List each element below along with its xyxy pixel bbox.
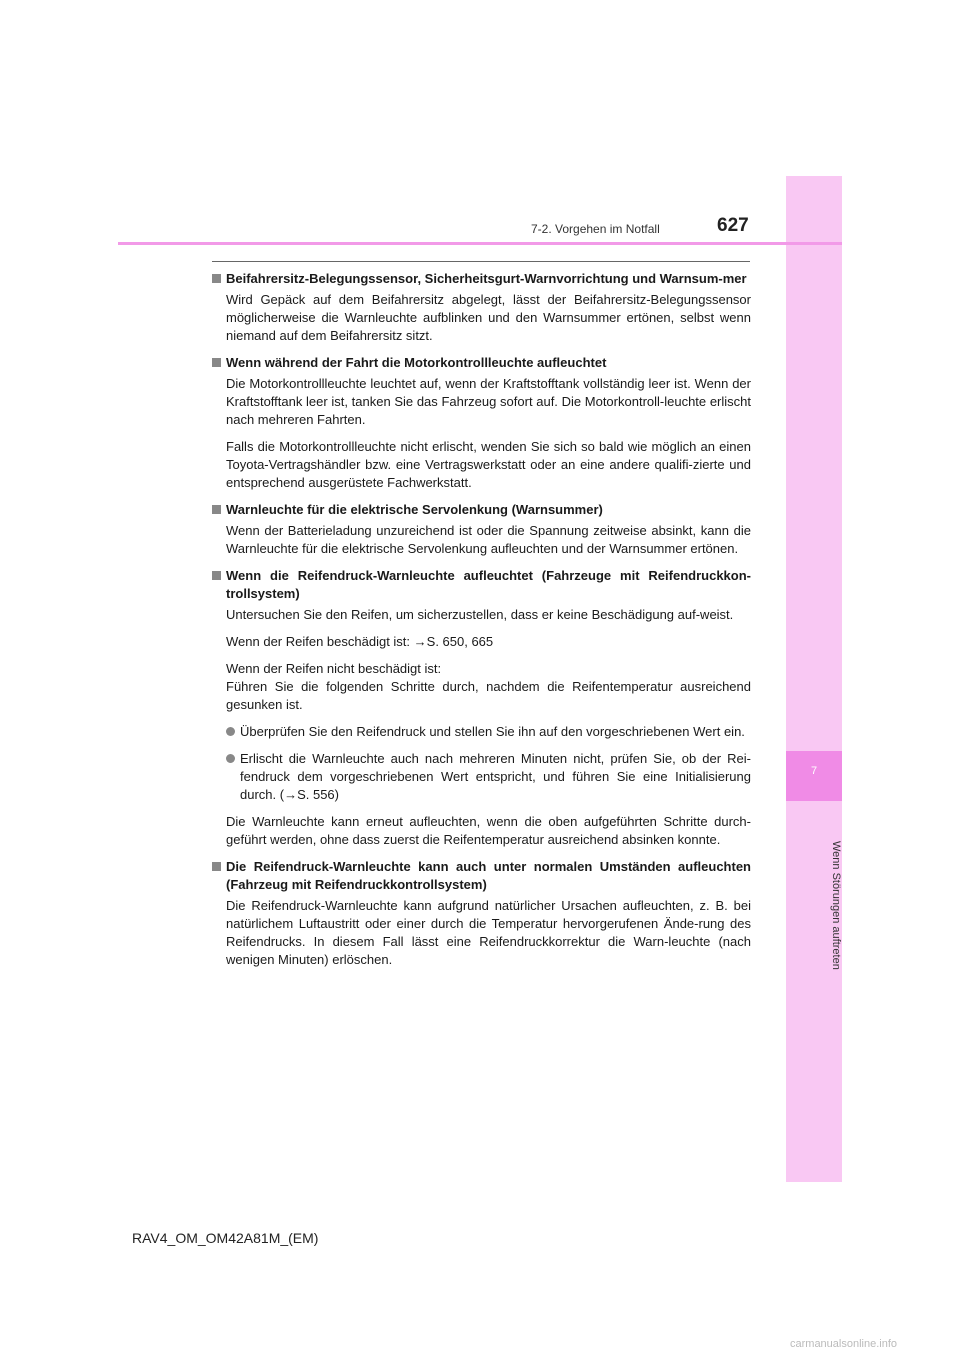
chapter-number: 7 [810, 765, 818, 777]
heading-text: Warnleuchte für die elektrische Servolenkung (Warnsummer) [226, 502, 603, 517]
paragraph-line: Wenn der Reifen nicht beschädigt ist: [226, 661, 442, 676]
page-number: 627 [717, 215, 749, 236]
document-code: RAV4_OM_OM42A81M_(EM) [132, 1230, 319, 1246]
paragraph: Untersuchen Sie den Reifen, um sicherzustellen, dass er keine Beschädigung auf-weist. [226, 607, 734, 622]
section-heading [212, 567, 751, 603]
heading-text: Wenn die Reifendruck-Warnleuchte aufleuchtet (Fahrzeuge mit Reifendruckkon-trollsystem) [226, 568, 751, 601]
page-reference[interactable]: Wenn der Reifen beschädigt ist: →S. 650, 665 [226, 634, 494, 649]
content-top-rule [212, 261, 750, 262]
list-item-text: Erlischt die Warnleuchte auch nach mehreren Minuten nicht, prüfen Sie, ob der Rei-fendruck dem vorgeschriebenen Wert entspricht, und führen Sie eine Initialisierung durch. (→S. 556) [240, 751, 751, 802]
square-bullet-icon [212, 274, 221, 283]
header-divider [118, 242, 842, 245]
section-heading [212, 501, 751, 519]
section-heading [212, 858, 751, 894]
section-heading [212, 270, 751, 288]
list-item [212, 750, 751, 804]
heading-text: Die Reifendruck-Warnleuchte kann auch unter normalen Umständen aufleuchten (Fahrzeug mit Reifendruckkontrollsystem) [226, 859, 751, 892]
square-bullet-icon [212, 505, 221, 514]
paragraph: Die Reifendruck-Warnleuchte kann aufgrund natürlicher Ursachen aufleuchten, z. B. bei natürlichem Luftaustritt oder einer durch die Temperatur hervorgerufenen Ände-rung des Reifendrucks. In diesem Fall lässt eine Reifendruckkorrektur die Warn-leuchte (nach wenigen Minuten) erlöschen. [226, 898, 751, 967]
paragraph: Die Warnleuchte kann erneut aufleuchten, wenn die oben aufgeführten Schritte durch-geführt werden, ohne dass zuerst die Reifentemperatur ausreichend absinken konnte. [226, 814, 751, 847]
square-bullet-icon [212, 358, 221, 367]
square-bullet-icon [212, 862, 221, 871]
watermark: carmanualsonline.info [790, 1338, 898, 1350]
section-heading [212, 354, 751, 372]
paragraph: Wenn der Batterieladung unzureichend ist oder die Spannung zeitweise absinkt, kann die Warnleuchte für die elektrische Servolenkung aufleuchten und der Warnsummer ertönen. [226, 523, 751, 556]
paragraph-line: Führen Sie die folgenden Schritte durch, nachdem die Reifentemperatur ausreichend gesunken ist. [226, 679, 751, 712]
chapter-side-tab [786, 176, 842, 1182]
chapter-title-vertical: Wenn Störungen auftreten [830, 840, 842, 970]
paragraph: Die Motorkontrollleuchte leuchtet auf, wenn der Kraftstofftank vollständig leer ist. Wenn der Kraftstofftank leer ist, tanken Sie das Fahrzeug sofort auf. Die Motorkontroll-leuchte erlischt nach mehreren Fahrten. [226, 376, 751, 427]
list-item-text: Überprüfen Sie den Reifendruck und stellen Sie ihn auf den vorgeschriebenen Wert ein. [240, 724, 745, 739]
round-bullet-icon [226, 754, 235, 763]
heading-text: Wenn während der Fahrt die Motorkontrollleuchte aufleuchtet [226, 355, 607, 370]
paragraph [212, 660, 751, 714]
square-bullet-icon [212, 571, 221, 580]
heading-text: Beifahrersitz-Belegungssensor, Sicherheitsgurt-Warnvorrichtung und Warnsum-mer [226, 271, 747, 286]
paragraph: Wird Gepäck auf dem Beifahrersitz abgelegt, lässt der Beifahrersitz-Belegungssensor möglicherweise die Warnleuchte aufblinken und den Warnsummer ertönen, selbst wenn niemand auf dem Beifahrersitz sitzt. [226, 292, 751, 343]
page-content [212, 270, 751, 969]
paragraph: Falls die Motorkontrollleuchte nicht erlischt, wenden Sie sich so bald wie möglich an einen Toyota-Vertragshändler bzw. eine Vertragswerkstatt oder an eine andere qualifi-zierte und entsprechend ausgerüstete Fachwerkstatt. [226, 439, 751, 490]
section-title: 7-2. Vorgehen im Notfall [531, 222, 660, 236]
list-item [212, 723, 751, 741]
round-bullet-icon [226, 727, 235, 736]
